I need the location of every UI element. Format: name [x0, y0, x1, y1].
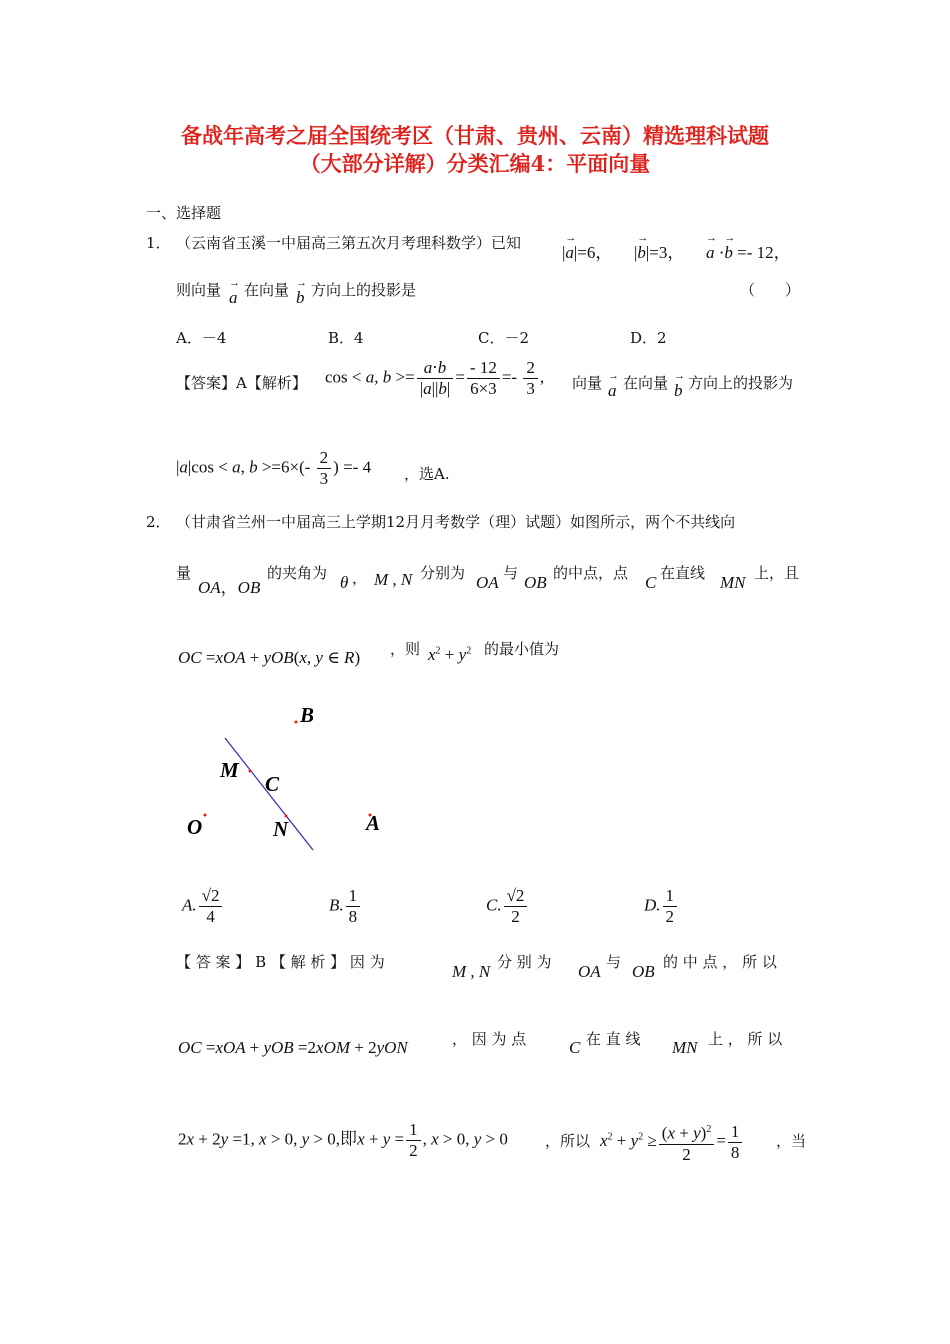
label-o: O [187, 815, 203, 839]
q2-stem: （甘肃省兰州一中届高三上学期12月月考数学（理）试题）如图所示，两个不共线向 [176, 513, 736, 531]
q2-mn: M , N [374, 570, 413, 589]
label-b: B [300, 703, 315, 727]
q1-sol-vec-b: → b [674, 381, 683, 401]
q2-l2-d: 分别为 [420, 564, 466, 582]
q1-solution-line2: |a|cos < a, b >=6×(- $\frac{2}{3}$ ) =- 4 [176, 448, 372, 488]
point-b [295, 721, 298, 724]
q2-mn-line: MN [720, 573, 746, 592]
label-a: A [366, 811, 381, 835]
q2-s2-c: C [569, 1038, 581, 1057]
q1-line2-suffix: 方向上的投影是 [311, 281, 417, 299]
point-m [249, 770, 252, 773]
q1-solution-text3: 方向上的投影为 [688, 374, 794, 392]
q2-ans-ob: OB [632, 962, 655, 981]
q2-ans-b: 与 [606, 953, 622, 971]
q2-x2y2: $x^2 + y^2$ [428, 645, 472, 664]
q2-s2-b: 在 直 线 [586, 1030, 641, 1048]
q2-l2-g: 在直线 [660, 564, 706, 582]
q1-number: 1． [146, 234, 171, 252]
q2-option-b-num: 1 [346, 886, 361, 907]
q2-s2-mn: MN [672, 1038, 698, 1057]
q2-s2-c-text: 上 ， 所 以 [708, 1030, 783, 1048]
section-heading: 一、选择题 [146, 204, 222, 222]
q2-l2-e: 与 [503, 564, 519, 582]
q2-ob: OB [524, 573, 547, 592]
q2-oc-formula: OC =xOA + yOB(x, y ∈ R) [178, 648, 361, 667]
q2-option-c-num: √2 [504, 886, 528, 907]
q1-stem: （云南省玉溪一中届高三第五次月考理科数学）已知 [176, 234, 522, 252]
q1-option-a: A．－4 [176, 329, 227, 347]
q1-option-c: C．－2 [478, 329, 530, 347]
q2-number: 2． [146, 513, 171, 531]
q2-option-a-num: √2 [199, 886, 223, 907]
q2-s3-a: ，所以 [545, 1132, 591, 1150]
q2-s3-b: ，当 [776, 1132, 807, 1150]
q1-solution-text2: 在向量 [623, 374, 669, 392]
q2-l2-a: 量 [176, 564, 192, 582]
q2-step2-formula: OC =xOA + yOB =2xOM + 2yON [178, 1038, 408, 1057]
q1-vec-a: → a [229, 288, 238, 308]
q2-ans-mn: M , N [452, 962, 491, 981]
q1-solution-end: ，选A. [404, 465, 450, 483]
doc-title-line1: 备战年高考之届全国统考区（甘肃、贵州、云南）精选理科试题 [181, 123, 769, 148]
q2-theta: θ [340, 573, 349, 592]
q2-option-b-letter: B. [329, 895, 344, 915]
q2-c: C [645, 573, 657, 592]
point-o [204, 814, 207, 817]
label-n: N [273, 817, 289, 841]
q2-figure [170, 695, 410, 860]
q2-option-b-den: 8 [348, 907, 358, 926]
q2-l2-c: ， [352, 569, 368, 587]
q2-l3-end: 的最小值为 [484, 640, 560, 658]
q2-s2-a: ， 因 为 点 [452, 1030, 527, 1048]
q2-step3-formula: 2x + 2y =1, x > 0, y > 0,即x + y = $\frac{1}{2}$ , x > 0, y > 0 [178, 1120, 508, 1160]
q2-step3-ineq: $x^2 + y^2$ ≥ $\frac{(x + y)^2}{2}$ = $\frac{1}{8}$ [600, 1120, 744, 1165]
q1-solution-formula: cos < a, b >= $\frac{a\cdot b}{|a||b|}$ = $\frac{- 12}{6\times 3}$ =- $\frac{2}{3}$ , [325, 358, 545, 398]
q2-option-d-den: 2 [665, 907, 675, 926]
q2-option-b [329, 886, 362, 927]
q1-sol-vec-a: → a [608, 381, 617, 401]
q2-option-c-den: 2 [511, 907, 520, 926]
q1-answer-label: 【答案】A【解析】 [176, 374, 307, 392]
q1-line2-mid: 在向量 [244, 281, 290, 299]
q2-answer-label: 【 答 案 】 B 【 解 析 】 因 为 [176, 953, 385, 971]
q2-l2-f: 的中点，点 [553, 564, 629, 582]
q2-option-d [644, 886, 679, 927]
q2-oa: OA [476, 573, 499, 592]
q1-paren: （ ） [740, 281, 801, 299]
q2-option-d-num: 1 [663, 886, 678, 907]
q2-option-a-den: 4 [206, 907, 215, 926]
q1-option-b: B．4 [328, 329, 364, 347]
doc-title-line2: （大部分详解）分类汇编4：平面向量 [299, 151, 651, 176]
q2-ans-oa: OA [578, 962, 601, 981]
q1-solution-text: 向量 [572, 374, 603, 392]
label-m: M [220, 758, 239, 782]
q2-l3-suffix: ，则 [390, 640, 421, 658]
q2-l2-h: 上，且 [754, 564, 800, 582]
q1-cond-dot: → a ·→ b =- 12， [706, 238, 791, 263]
q2-oa-ob: OA，OB [198, 578, 261, 597]
q2-ans-c: 的 中 点 ， 所 以 [663, 953, 777, 971]
q1-vec-b: → b [296, 288, 305, 308]
label-c: C [265, 772, 280, 796]
q2-ans-a: 分 别 为 [497, 953, 552, 971]
q2-option-d-letter: D. [644, 895, 661, 915]
q1-cond-b: |→ b|=3， [634, 238, 684, 263]
q2-option-c-letter: C. [486, 895, 502, 915]
q1-cond-a: |→ a|=6， [562, 238, 612, 263]
q1-option-d: D．2 [630, 329, 667, 347]
q2-option-a-letter: A. [182, 895, 197, 915]
q2-l2-b: 的夹角为 [267, 564, 328, 582]
q2-option-c [486, 886, 529, 927]
q1-line2-prefix: 则向量 [176, 281, 222, 299]
q2-option-a [182, 886, 224, 927]
